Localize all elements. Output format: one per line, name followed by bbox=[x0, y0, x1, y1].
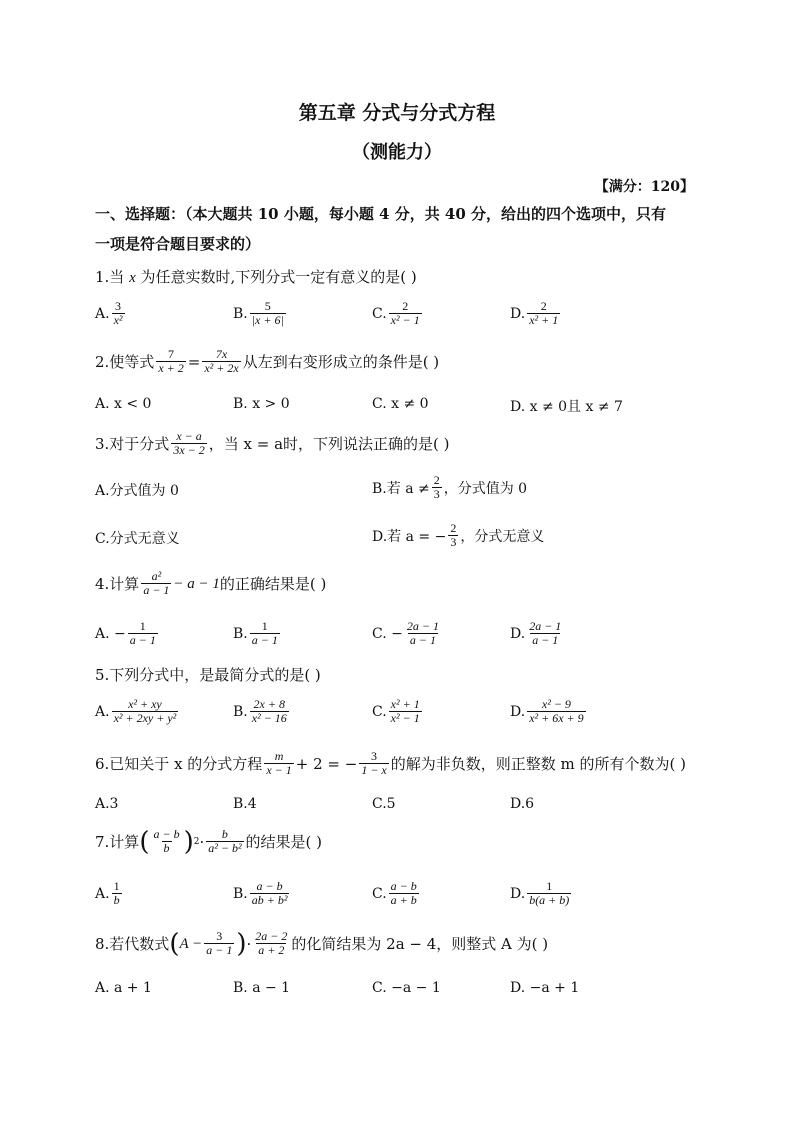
question-8-stem: 8.若代数式 ( A − $\frac{3}{a - 1}$ ) · $\frac{2a - 2}{a + 2}$ 的化简结果为 2a − 4，则整式 A 为( ) bbox=[95, 928, 549, 959]
q6-option-d: D.6 bbox=[510, 796, 535, 812]
question-4-stem: 4.计算 $\frac{\text{a²}}{a - 1}$ − a − 1 的正确结果是( ) bbox=[95, 569, 327, 597]
q5-option-b: B. $\frac{2x + 8}{\text{x² − 16}}$ bbox=[233, 697, 287, 725]
q4-option-c: C. − $\frac{2a - 1}{a - 1}$ bbox=[372, 619, 439, 647]
q7-option-a: A. $\frac{1}{b}$ bbox=[95, 879, 120, 907]
page-subtitle: （测能力） bbox=[352, 142, 442, 163]
q1-option-b: B. $\frac{5}{|x + 6|}$ bbox=[233, 299, 284, 327]
section-heading-line2: 一项是符合题目要求的） bbox=[95, 235, 261, 253]
q1-option-d: D. $\frac{2}{\text{x² + 1}}$ bbox=[510, 299, 559, 327]
question-3-stem: 3.对于分式 $\frac{x - a}{3x - 2}$ ，当 x = a时，下列说法正确的是( ) bbox=[95, 429, 450, 457]
section-heading-line1: 一、选择题：（本大题共 10 小题，每小题 4 分，共 40 分，给出的四个选项中，只有 bbox=[95, 205, 667, 223]
q7-option-d: D. $\frac{1}{b(a + b)}$ bbox=[510, 879, 570, 907]
q8-option-a: A. a + 1 bbox=[95, 980, 152, 996]
q8-option-d: D. −a + 1 bbox=[510, 980, 580, 996]
question-5-stem: 5.下列分式中，是最简分式的是( ) bbox=[95, 666, 321, 684]
q3-option-a: A.分式值为 0 bbox=[95, 483, 179, 499]
q8-option-c: C. −a − 1 bbox=[372, 980, 441, 996]
q2-option-c: C. x ≠ 0 bbox=[372, 396, 429, 412]
q4-option-a: A. − $\frac{1}{a - 1}$ bbox=[95, 619, 156, 647]
q7-option-c: C. $\frac{a - b}{a + b}$ bbox=[372, 879, 417, 907]
page-title: 第五章 分式与分式方程 bbox=[298, 102, 496, 124]
q1-option-a: A. $\frac{3}{\text{x²}}$ bbox=[95, 299, 123, 327]
q2-option-a: A. x < 0 bbox=[95, 396, 152, 412]
q1-option-c: C. $\frac{2}{\text{x² − 1}}$ bbox=[372, 299, 420, 327]
q5-option-a: A. $\frac{\text{x² + xy}}{\text{x² + 2xy + y²}}$ bbox=[95, 697, 177, 725]
question-1-stem: 1.当 x 为任意实数时,下列分式一定有意义的是( ) bbox=[95, 268, 417, 286]
q3-option-c: C.分式无意义 bbox=[95, 531, 180, 547]
q6-option-c: C.5 bbox=[372, 796, 396, 812]
full-score: 【满分：120】 bbox=[594, 179, 694, 195]
q5-option-c: C. $\frac{\text{x² + 1}}{\text{x² − 1}}$ bbox=[372, 697, 420, 725]
q3-option-d: D.若 a = − $\frac{2}{3}$ ，分式无意义 bbox=[372, 521, 545, 549]
question-6-stem: 6.已知关于 x 的分式方程 $\frac{m}{x - 1}$ + 2 = − $\frac{3}{1 - x}$ 的解为非负数，则正整数 m 的所有个数为( ) bbox=[95, 749, 686, 777]
q2-option-d: D. x ≠ 0且 x ≠ 7 bbox=[510, 399, 623, 415]
q7-option-b: B. $\frac{a - b}{\text{ab + b²}}$ bbox=[233, 879, 288, 907]
question-7-stem: 7.计算 ( $\frac{a - b}{b}$ ) 2 · $\frac{b}{\text{a² − b²}}$ 的结果是( ) bbox=[95, 826, 323, 857]
q4-option-d: D. $\frac{2a - 1}{a - 1}$ bbox=[510, 619, 562, 647]
q8-option-b: B. a − 1 bbox=[233, 980, 291, 996]
question-2-stem: 2.使等式 $\frac{7}{x + 2}$ = $\frac{7x}{\text{x² + 2x}}$ 从左到右变形成立的条件是( ) bbox=[95, 347, 440, 375]
q6-option-a: A.3 bbox=[95, 796, 119, 812]
q2-option-b: B. x > 0 bbox=[233, 396, 290, 412]
q6-option-b: B.4 bbox=[233, 796, 257, 812]
q5-option-d: D. $\frac{\text{x² − 9}}{\text{x² + 6x + 9}}$ bbox=[510, 697, 584, 725]
q3-option-b: B.若 a ≠ $\frac{2}{3}$ ，分式值为 0 bbox=[372, 473, 528, 501]
q4-option-b: B. $\frac{1}{a - 1}$ bbox=[233, 619, 278, 647]
